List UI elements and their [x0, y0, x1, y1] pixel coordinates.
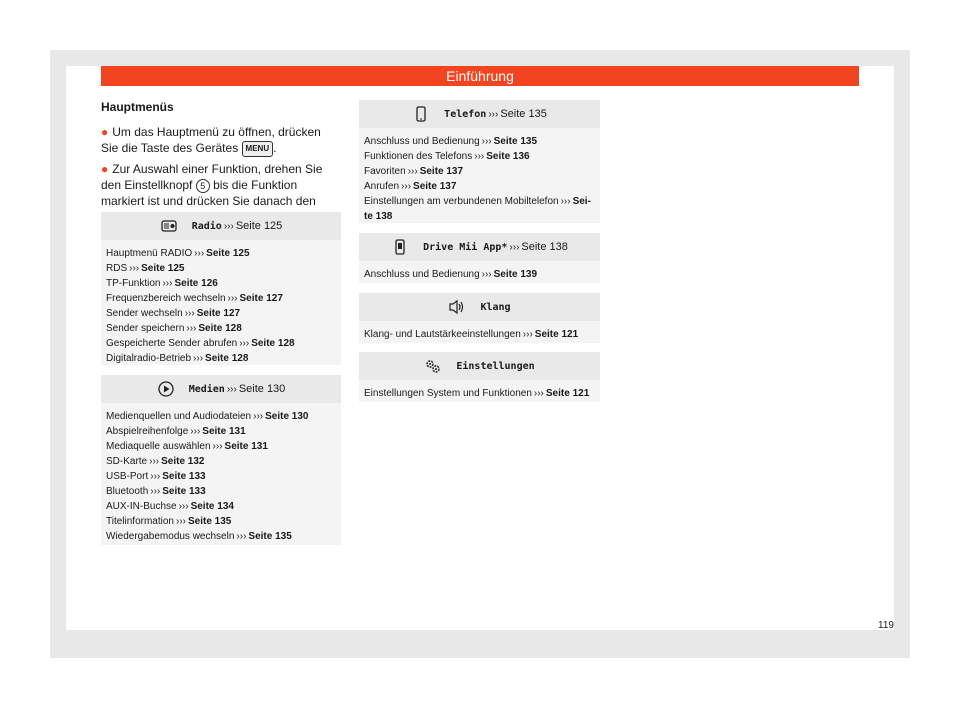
list-item: Abspielreihenfolge ››› Seite 131: [106, 426, 246, 437]
box-klang-header: Klang: [359, 293, 600, 321]
list-item: Anschluss und Bedienung ››› Seite 139: [364, 269, 538, 280]
play-circle-icon: [157, 380, 175, 398]
bullet-open-menu: ● Um das Hauptmenü zu öffnen, drücken Sie die Taste des Gerätes MENU .: [101, 125, 321, 155]
list-item: RDS ››› Seite 125: [106, 263, 185, 274]
list-item: Digitalradio-Betrieb ››› Seite 128: [106, 353, 249, 364]
chapter-header: Einführung: [101, 66, 859, 86]
list-item: Gespeicherte Sender abrufen ››› Seite 128: [106, 338, 295, 349]
list-item: AUX-IN-Buchse ››› Seite 134: [106, 501, 234, 512]
list-item: Wiedergabemodus wechseln ››› Seite 135: [106, 531, 292, 542]
list-item: Titelinformation ››› Seite 135: [106, 516, 232, 527]
list-item: Frequenzbereich wechseln ››› Seite 127: [106, 293, 283, 304]
bullet-select-function: ● Zur Auswahl einer Funktion, drehen Sie den Einstellknopf 5 bis die Funktion markiert ist und drücken Sie danach den: [101, 161, 323, 208]
sound-icon: [448, 298, 466, 316]
list-item: Anschluss und Bedienung ››› Seite 135: [364, 136, 538, 147]
section-heading: Hauptmenüs: [101, 100, 174, 114]
box-radio-header: Radio ››› Seite 125: [101, 212, 341, 240]
mobile-app-icon: [391, 238, 409, 256]
box-einstellungen-list: [359, 380, 600, 409]
box-einstellungen-header: Einstellungen: [359, 352, 600, 380]
box-telefon-header: Telefon ››› Seite 135: [359, 100, 600, 128]
gears-icon: [424, 357, 442, 375]
box-telefon: [359, 100, 600, 223]
radio-icon: [160, 217, 178, 235]
list-item: TP-Funktion ››› Seite 126: [106, 278, 218, 289]
callout-number: 5: [196, 179, 210, 193]
box-radio-list: [101, 240, 341, 374]
menu-key-icon: MENU: [242, 141, 274, 157]
list-item: Sender speichern ››› Seite 128: [106, 323, 242, 334]
list-item: SD-Karte ››› Seite 132: [106, 456, 205, 467]
list-item: Medienquellen und Audiodateien ››› Seite 130: [106, 411, 309, 422]
list-item: Anrufen ››› Seite 137: [364, 181, 457, 192]
box-einstellungen: [359, 352, 600, 402]
list-item: USB-Port ››› Seite 133: [106, 471, 206, 482]
box-radio: [101, 212, 341, 365]
box-medien-list: [101, 403, 341, 552]
phone-icon: [412, 105, 430, 123]
bullet-dot: ●: [101, 161, 109, 176]
box-drive-mii: [359, 233, 600, 283]
box-drive-list: [359, 261, 600, 290]
bullet-dot: ●: [101, 125, 109, 139]
intro-section: [101, 100, 341, 229]
page-number: 119: [878, 620, 894, 631]
box-klang-list: [359, 321, 600, 350]
box-medien: [101, 375, 341, 545]
list-item: Favoriten ››› Seite 137: [364, 166, 464, 177]
list-item: Sender wechseln ››› Seite 127: [106, 308, 241, 319]
box-klang: [359, 293, 600, 343]
list-item: Bluetooth ››› Seite 133: [106, 486, 206, 497]
box-medien-header: Medien ››› Seite 130: [101, 375, 341, 403]
list-item: Hauptmenü RADIO ››› Seite 125: [106, 248, 250, 259]
list-item: Einstellungen System und Funktionen ››› Seite 121: [364, 388, 590, 399]
list-item: Funktionen des Telefons ››› Seite 136: [364, 151, 530, 162]
list-item: Mediaquelle auswählen ››› Seite 131: [106, 441, 268, 452]
box-drive-header: Drive Mii App* ››› Seite 138: [359, 233, 600, 261]
list-item: Einstellungen am verbundenen Mobiltelefon ››› Sei-te 138: [364, 196, 591, 222]
box-telefon-list: [359, 128, 600, 232]
list-item: Klang- und Lautstärkeeinstellungen ››› Seite 121: [364, 329, 579, 340]
